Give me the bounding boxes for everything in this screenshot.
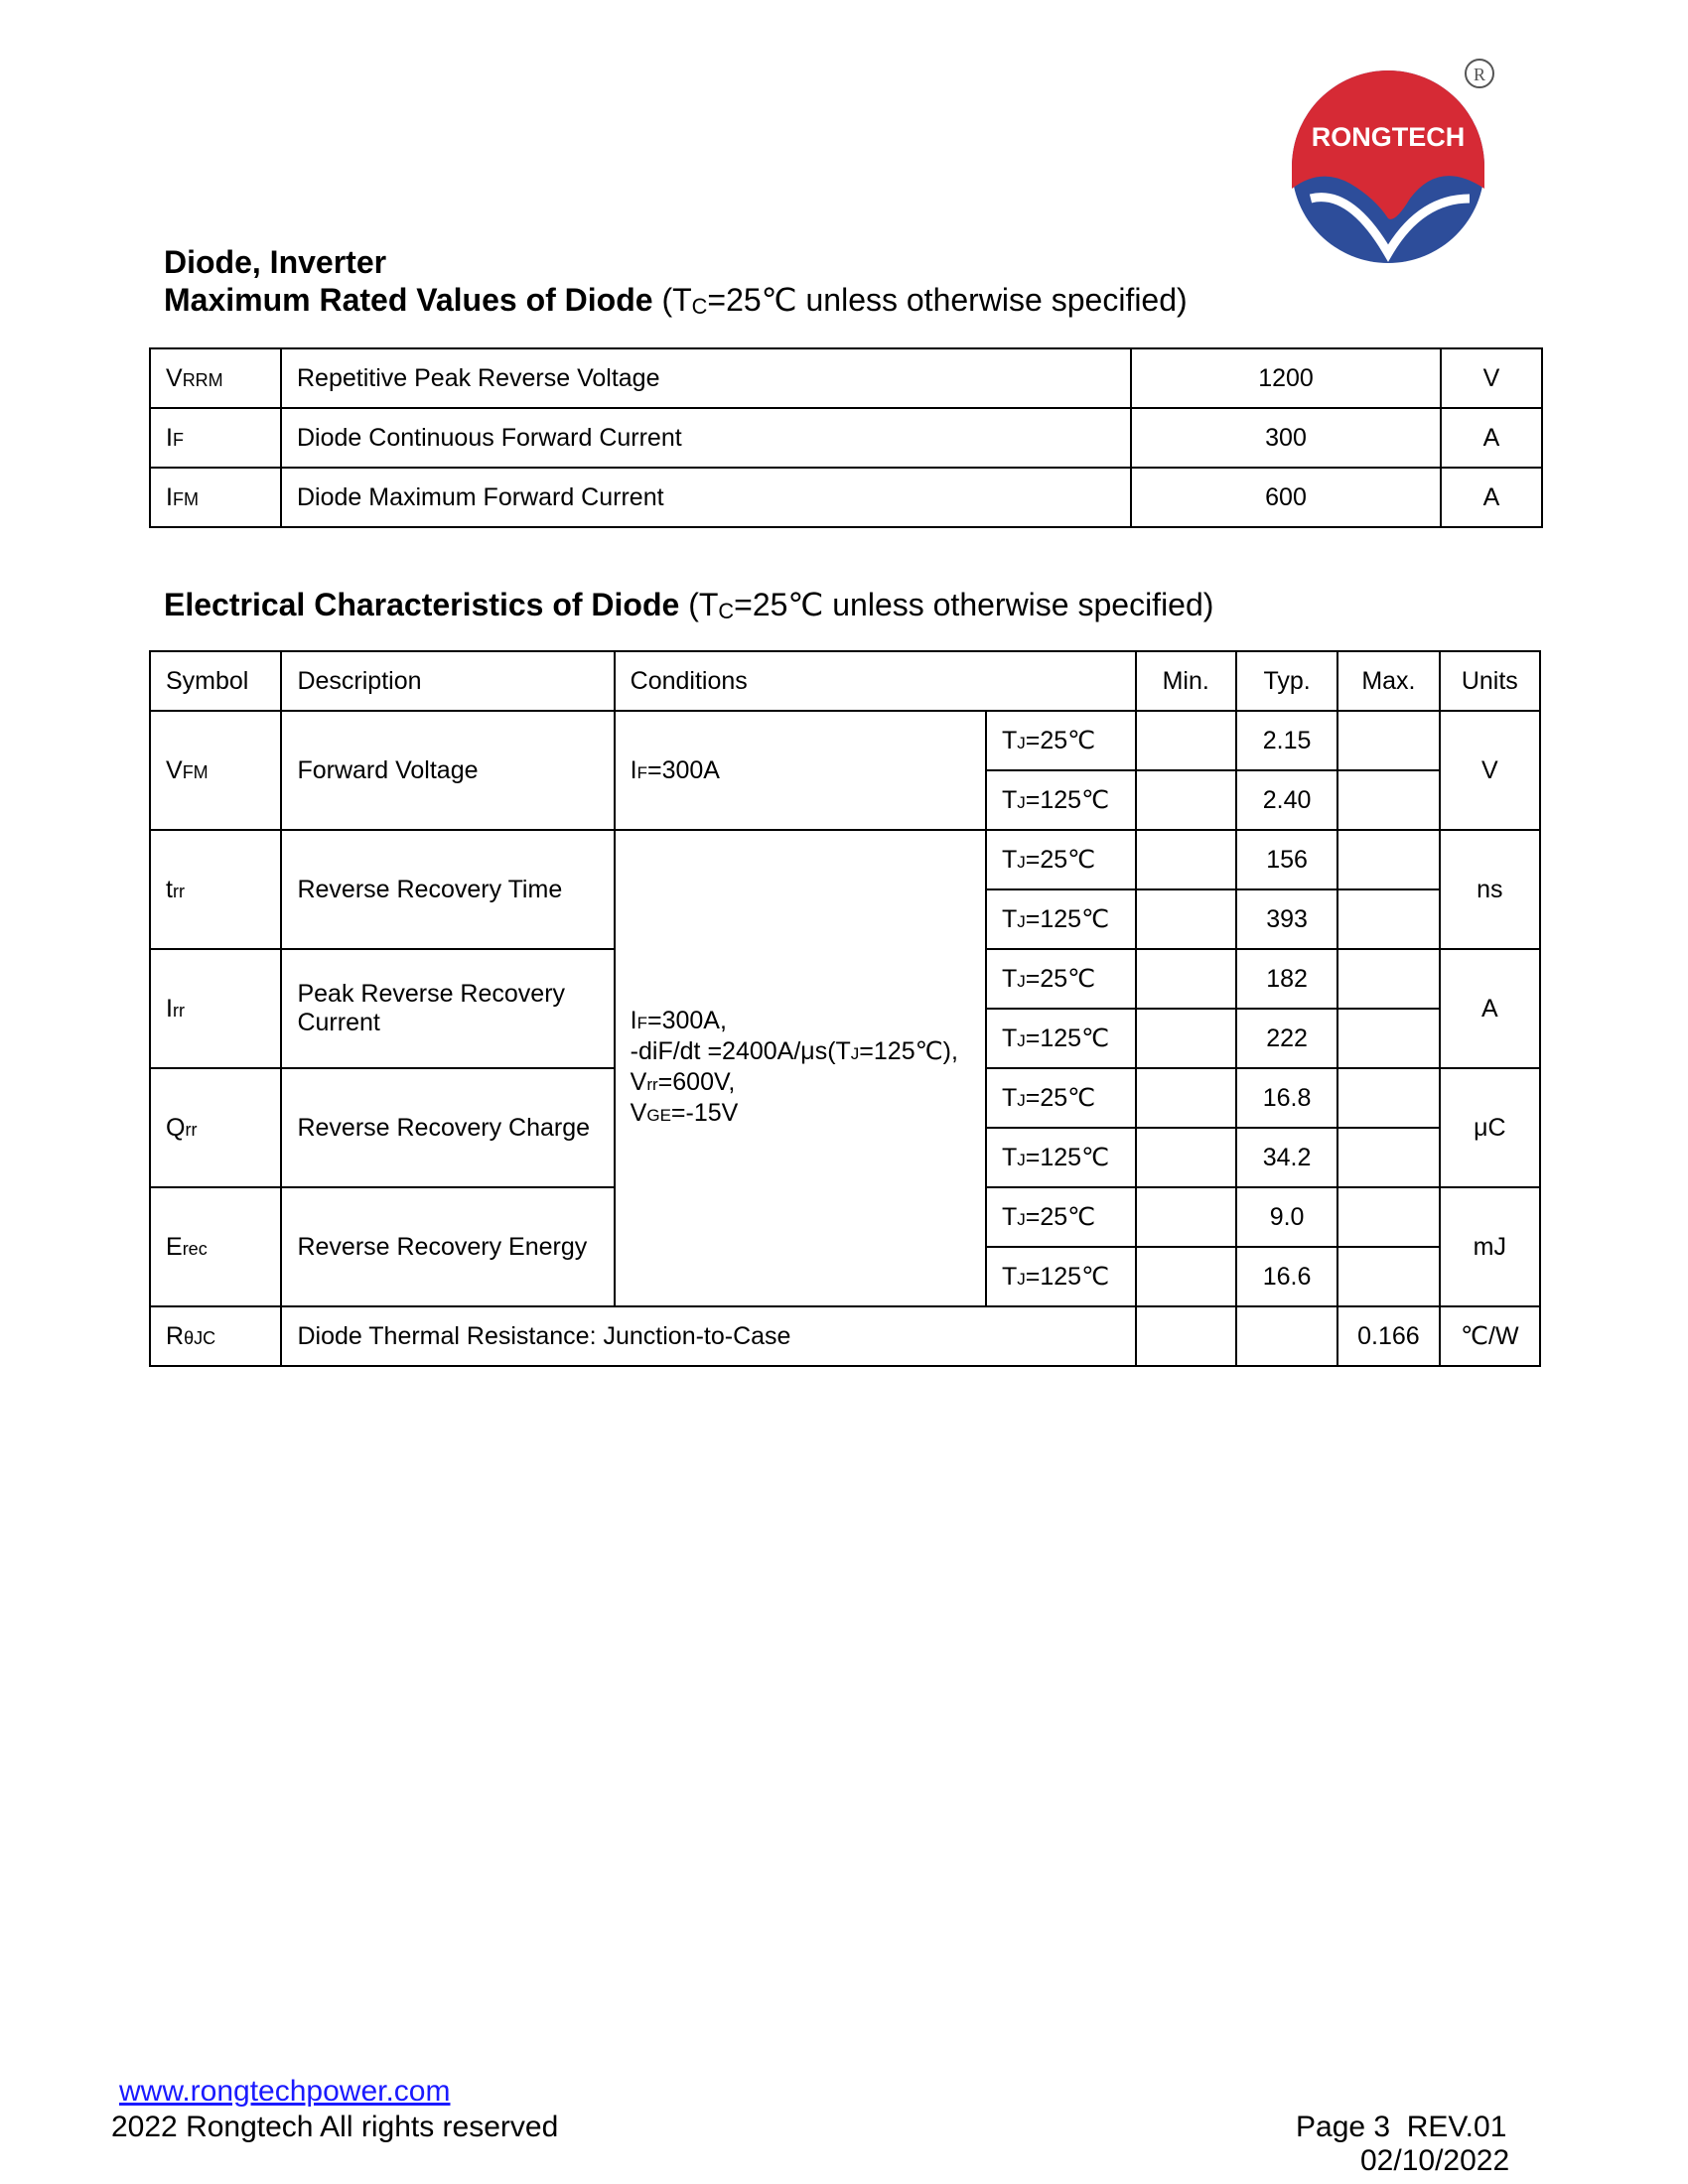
- typ-cell: 2.15: [1236, 711, 1337, 770]
- tj-cell: TJ=125℃: [986, 1128, 1136, 1187]
- tj-cell: TJ=125℃: [986, 1009, 1136, 1068]
- symbol-cell: Erec: [150, 1187, 281, 1306]
- description-cell: Reverse Recovery Charge: [281, 1068, 614, 1187]
- value-cell: 300: [1131, 408, 1441, 468]
- description-cell: Diode Maximum Forward Current: [281, 468, 1131, 527]
- condition-line: -diF/dt =2400A/μs(TJ=125℃),: [630, 1037, 958, 1065]
- min-cell: [1136, 830, 1236, 889]
- tj-cell: TJ=25℃: [986, 830, 1136, 889]
- tj-cell: TJ=25℃: [986, 711, 1136, 770]
- symbol-cell: VRRM: [150, 348, 281, 408]
- condition-line: IF=300A,: [630, 1007, 727, 1034]
- electrical-characteristics-title: Electrical Characteristics of Diode (TC=25℃ unless otherwise specified): [164, 587, 1214, 624]
- typ-cell: 9.0: [1236, 1187, 1337, 1247]
- description-cell: Repetitive Peak Reverse Voltage: [281, 348, 1131, 408]
- unit-cell: mJ: [1440, 1187, 1540, 1306]
- unit-cell: V: [1440, 711, 1540, 830]
- min-cell: [1136, 1247, 1236, 1306]
- typ-cell: 182: [1236, 949, 1337, 1009]
- typ-cell: 34.2: [1236, 1128, 1337, 1187]
- min-cell: [1136, 889, 1236, 949]
- typ-cell: 16.6: [1236, 1247, 1337, 1306]
- min-cell: [1136, 711, 1236, 770]
- header-symbol: Symbol: [150, 651, 281, 711]
- page-revision: Page 3 REV.01: [1296, 2111, 1507, 2143]
- value-cell: 600: [1131, 468, 1441, 527]
- symbol-cell: IFM: [150, 468, 281, 527]
- max-cell: [1337, 1187, 1439, 1247]
- description-cell: Forward Voltage: [281, 711, 614, 830]
- max-cell: [1337, 1128, 1439, 1187]
- typ-cell: [1236, 1306, 1337, 1366]
- copyright-text: 2022 Rongtech All rights reserved: [111, 2111, 559, 2143]
- tj-cell: TJ=25℃: [986, 1187, 1136, 1247]
- header-min: Min.: [1136, 651, 1236, 711]
- shared-condition-cell: [615, 830, 986, 1306]
- min-cell: [1136, 949, 1236, 1009]
- tj-cell: TJ=125℃: [986, 770, 1136, 830]
- condition-cell: IF=300A: [615, 711, 986, 830]
- condition-line: VGE=-15V: [630, 1099, 739, 1127]
- description-cell: Diode Thermal Resistance: Junction-to-Case: [281, 1306, 1135, 1366]
- table-row: [150, 1306, 1540, 1366]
- typ-cell: 393: [1236, 889, 1337, 949]
- min-cell: [1136, 1306, 1236, 1366]
- tj-cell: TJ=25℃: [986, 1068, 1136, 1128]
- tj-cell: TJ=125℃: [986, 889, 1136, 949]
- min-cell: [1136, 770, 1236, 830]
- website-link[interactable]: www.rongtechpower.com: [119, 2075, 451, 2108]
- symbol-cell: RθJC: [150, 1306, 281, 1366]
- min-cell: [1136, 1128, 1236, 1187]
- max-cell: [1337, 1247, 1439, 1306]
- max-cell: [1337, 889, 1439, 949]
- header-description: Description: [281, 651, 614, 711]
- max-cell: [1337, 830, 1439, 889]
- description-cell: Diode Continuous Forward Current: [281, 408, 1131, 468]
- symbol-cell: Qrr: [150, 1068, 281, 1187]
- max-rated-title: Maximum Rated Values of Diode (TC=25℃ unless otherwise specified): [164, 282, 1188, 320]
- max-cell: [1337, 949, 1439, 1009]
- max-cell: [1337, 711, 1439, 770]
- table-header-row: [150, 651, 1540, 711]
- unit-cell: ℃/W: [1440, 1306, 1540, 1366]
- min-cell: [1136, 1187, 1236, 1247]
- registered-mark: R: [1473, 65, 1486, 84]
- unit-cell: μC: [1440, 1068, 1540, 1187]
- description-cell: Reverse Recovery Energy: [281, 1187, 614, 1306]
- max-rated-table: [149, 347, 1543, 528]
- rongtech-logo: [1281, 50, 1509, 268]
- unit-cell: A: [1440, 949, 1540, 1068]
- electrical-characteristics-table: [149, 650, 1541, 1367]
- description-cell: Peak Reverse Recovery Current: [281, 949, 614, 1068]
- symbol-cell: VFM: [150, 711, 281, 830]
- section-diode-inverter-title: Diode, Inverter: [164, 244, 387, 280]
- table-row: [150, 711, 1540, 770]
- unit-cell: A: [1441, 468, 1542, 527]
- header-typ: Typ.: [1236, 651, 1337, 711]
- document-date: 02/10/2022: [1360, 2144, 1510, 2177]
- tj-cell: TJ=125℃: [986, 1247, 1136, 1306]
- max-cell: [1337, 770, 1439, 830]
- table-row: [150, 830, 1540, 889]
- table-row: [150, 408, 1542, 468]
- min-cell: [1136, 1068, 1236, 1128]
- tj-cell: TJ=25℃: [986, 949, 1136, 1009]
- condition-line: Vrr=600V,: [630, 1068, 736, 1096]
- symbol-cell: trr: [150, 830, 281, 949]
- max-cell: [1337, 1068, 1439, 1128]
- max-cell: 0.166: [1337, 1306, 1439, 1366]
- max-cell: [1337, 1009, 1439, 1068]
- logo-wordmark: RONGTECH: [1311, 122, 1466, 152]
- typ-cell: 2.40: [1236, 770, 1337, 830]
- typ-cell: 156: [1236, 830, 1337, 889]
- description-cell: Reverse Recovery Time: [281, 830, 614, 949]
- table-row: [150, 348, 1542, 408]
- value-cell: 1200: [1131, 348, 1441, 408]
- table-row: [150, 468, 1542, 527]
- unit-cell: ns: [1440, 830, 1540, 949]
- unit-cell: V: [1441, 348, 1542, 408]
- min-cell: [1136, 1009, 1236, 1068]
- header-units: Units: [1440, 651, 1540, 711]
- symbol-cell: IF: [150, 408, 281, 468]
- symbol-cell: Irr: [150, 949, 281, 1068]
- unit-cell: A: [1441, 408, 1542, 468]
- typ-cell: 222: [1236, 1009, 1337, 1068]
- header-max: Max.: [1337, 651, 1439, 711]
- typ-cell: 16.8: [1236, 1068, 1337, 1128]
- header-conditions: Conditions: [615, 651, 1136, 711]
